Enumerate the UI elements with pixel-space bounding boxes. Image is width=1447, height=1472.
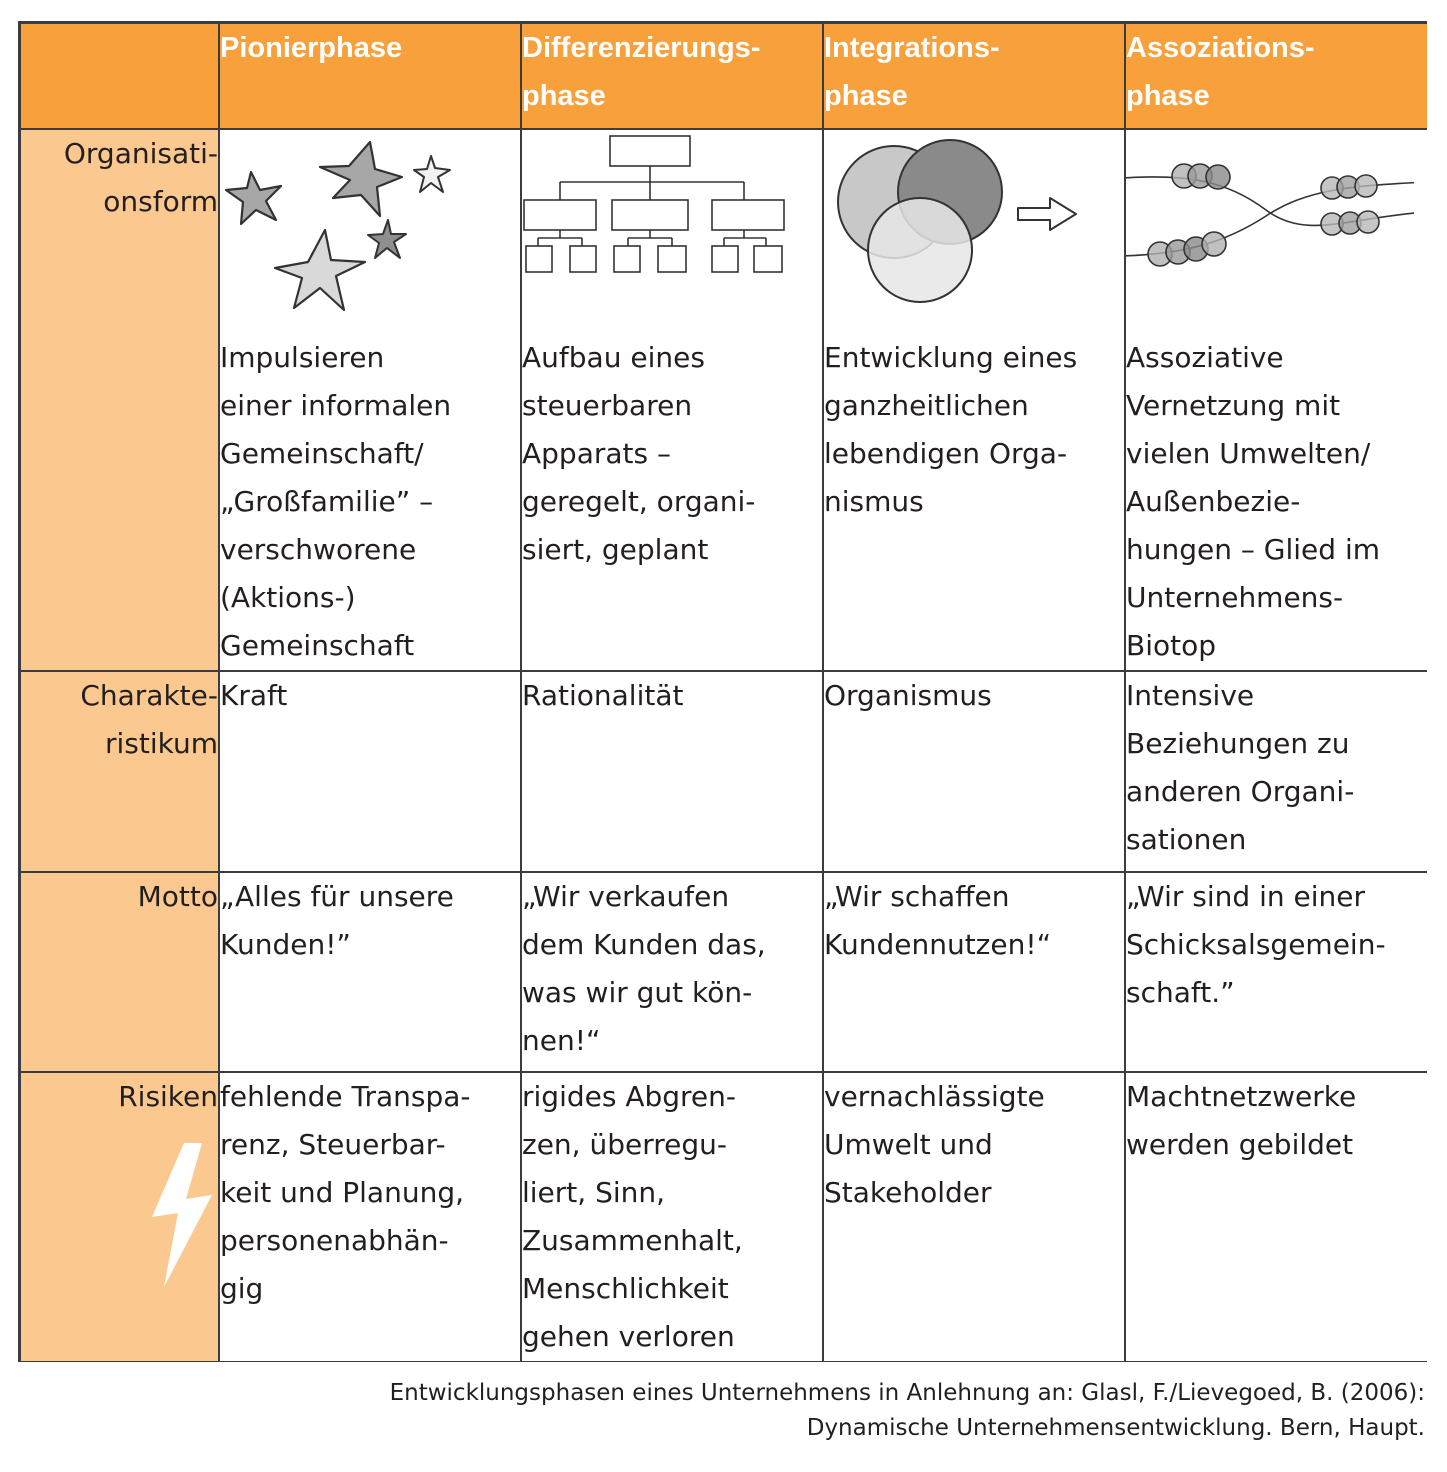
cell-organisationsform-pionier <box>219 129 521 671</box>
header-text: Pionierphase <box>220 32 403 64</box>
cell-text: Assoziative Vernetzung mit vielen Umwelten/ Außenbezie- hungen – Glied im Unternehmens- Biotop <box>1126 341 1380 662</box>
cell-text: „Wir sind in einer Schicksalsgemein- schaft.” <box>1126 880 1386 1009</box>
header-text: Assoziations- phase <box>1126 32 1315 112</box>
row-organisationsform <box>21 129 1427 671</box>
row-label-text: Motto <box>137 880 218 913</box>
cell-charakteristikum-assoziation <box>1125 671 1427 872</box>
cell-text: Impulsieren einer informalen Gemeinschaft/ „Großfamilie” – verschworene (Aktions-) Gemeinschaft <box>220 341 452 662</box>
header-assoziationsphase <box>1125 24 1427 129</box>
phases-table-frame <box>18 21 1427 1362</box>
cell-charakteristikum-integration <box>823 671 1125 872</box>
header-differenzierungsphase <box>521 24 823 129</box>
cell-text: Rationalität <box>522 679 684 712</box>
row-risiken <box>21 1072 1427 1361</box>
cell-risiken-integration <box>823 1072 1125 1361</box>
stars-illustration <box>220 130 520 330</box>
row-label-risiken <box>21 1072 219 1361</box>
cell-motto-assoziation <box>1125 872 1427 1072</box>
cell-risiken-differenzierung <box>521 1072 823 1361</box>
row-label-charakteristikum <box>21 671 219 872</box>
header-pionierphase <box>219 24 521 129</box>
cell-text: Intensive Beziehungen zu anderen Organi- sationen <box>1126 679 1355 856</box>
header-corner <box>21 24 219 129</box>
row-label-motto <box>21 872 219 1072</box>
row-charakteristikum <box>21 671 1427 872</box>
cell-text: Entwicklung eines ganzheitlichen lebendigen Orga- nismus <box>824 341 1078 518</box>
table-header-row <box>21 24 1427 129</box>
cell-text: „Alles für unsere Kunden!” <box>220 880 454 961</box>
cell-text: Machtnetzwerke werden gebildet <box>1126 1080 1357 1161</box>
cell-organisationsform-assoziation <box>1125 129 1427 671</box>
cell-motto-pionier <box>219 872 521 1072</box>
header-integrationsphase <box>823 24 1125 129</box>
overlapping-circles-illustration <box>824 130 1124 330</box>
cell-text: Aufbau eines steuerbaren Apparats – geregelt, organi- siert, geplant <box>522 341 756 566</box>
development-phases-table <box>21 24 1427 1361</box>
row-motto <box>21 872 1427 1072</box>
cell-charakteristikum-differenzierung <box>521 671 823 872</box>
header-text: Integrations- phase <box>824 32 1000 112</box>
header-text: Differenzierungs- phase <box>522 32 761 112</box>
cell-text: vernachlässigte Umwelt und Stakeholder <box>824 1080 1045 1209</box>
source-caption <box>225 1376 1425 1446</box>
org-chart-illustration <box>522 130 822 330</box>
cell-motto-integration <box>823 872 1125 1072</box>
row-label-text: Risiken <box>118 1080 218 1113</box>
network-illustration <box>1126 130 1427 330</box>
row-label-text: Organisati- onsform <box>63 137 218 218</box>
lightning-bolt-icon <box>75 1141 218 1306</box>
cell-text: Organismus <box>824 679 992 712</box>
cell-text: „Wir schaffen Kundennutzen!“ <box>824 880 1052 961</box>
cell-risiken-assoziation <box>1125 1072 1427 1361</box>
cell-charakteristikum-pionier <box>219 671 521 872</box>
cell-text: rigides Abgren- zen, überregu- liert, Sinn, Zusammenhalt, Menschlichkeit gehen verloren <box>522 1080 743 1353</box>
cell-organisationsform-differenzierung <box>521 129 823 671</box>
caption-line-1: Entwicklungsphasen eines Unternehmens in Anlehnung an: Glasl, F./Lievegoed, B. (2006): <box>389 1380 1425 1406</box>
cell-text: Kraft <box>220 679 288 712</box>
row-label-text: Charakte- ristikum <box>80 679 218 760</box>
cell-risiken-pionier <box>219 1072 521 1361</box>
cell-organisationsform-integration <box>823 129 1125 671</box>
cell-text: fehlende Transpa- renz, Steuerbar- keit und Planung, personenabhän- gig <box>220 1080 471 1305</box>
cell-motto-differenzierung <box>521 872 823 1072</box>
cell-text: „Wir verkaufen dem Kunden das, was wir gut kön- nen!“ <box>522 880 766 1057</box>
row-label-organisationsform <box>21 129 219 671</box>
caption-line-2: Dynamische Unternehmensentwicklung. Bern, Haupt. <box>806 1415 1425 1441</box>
